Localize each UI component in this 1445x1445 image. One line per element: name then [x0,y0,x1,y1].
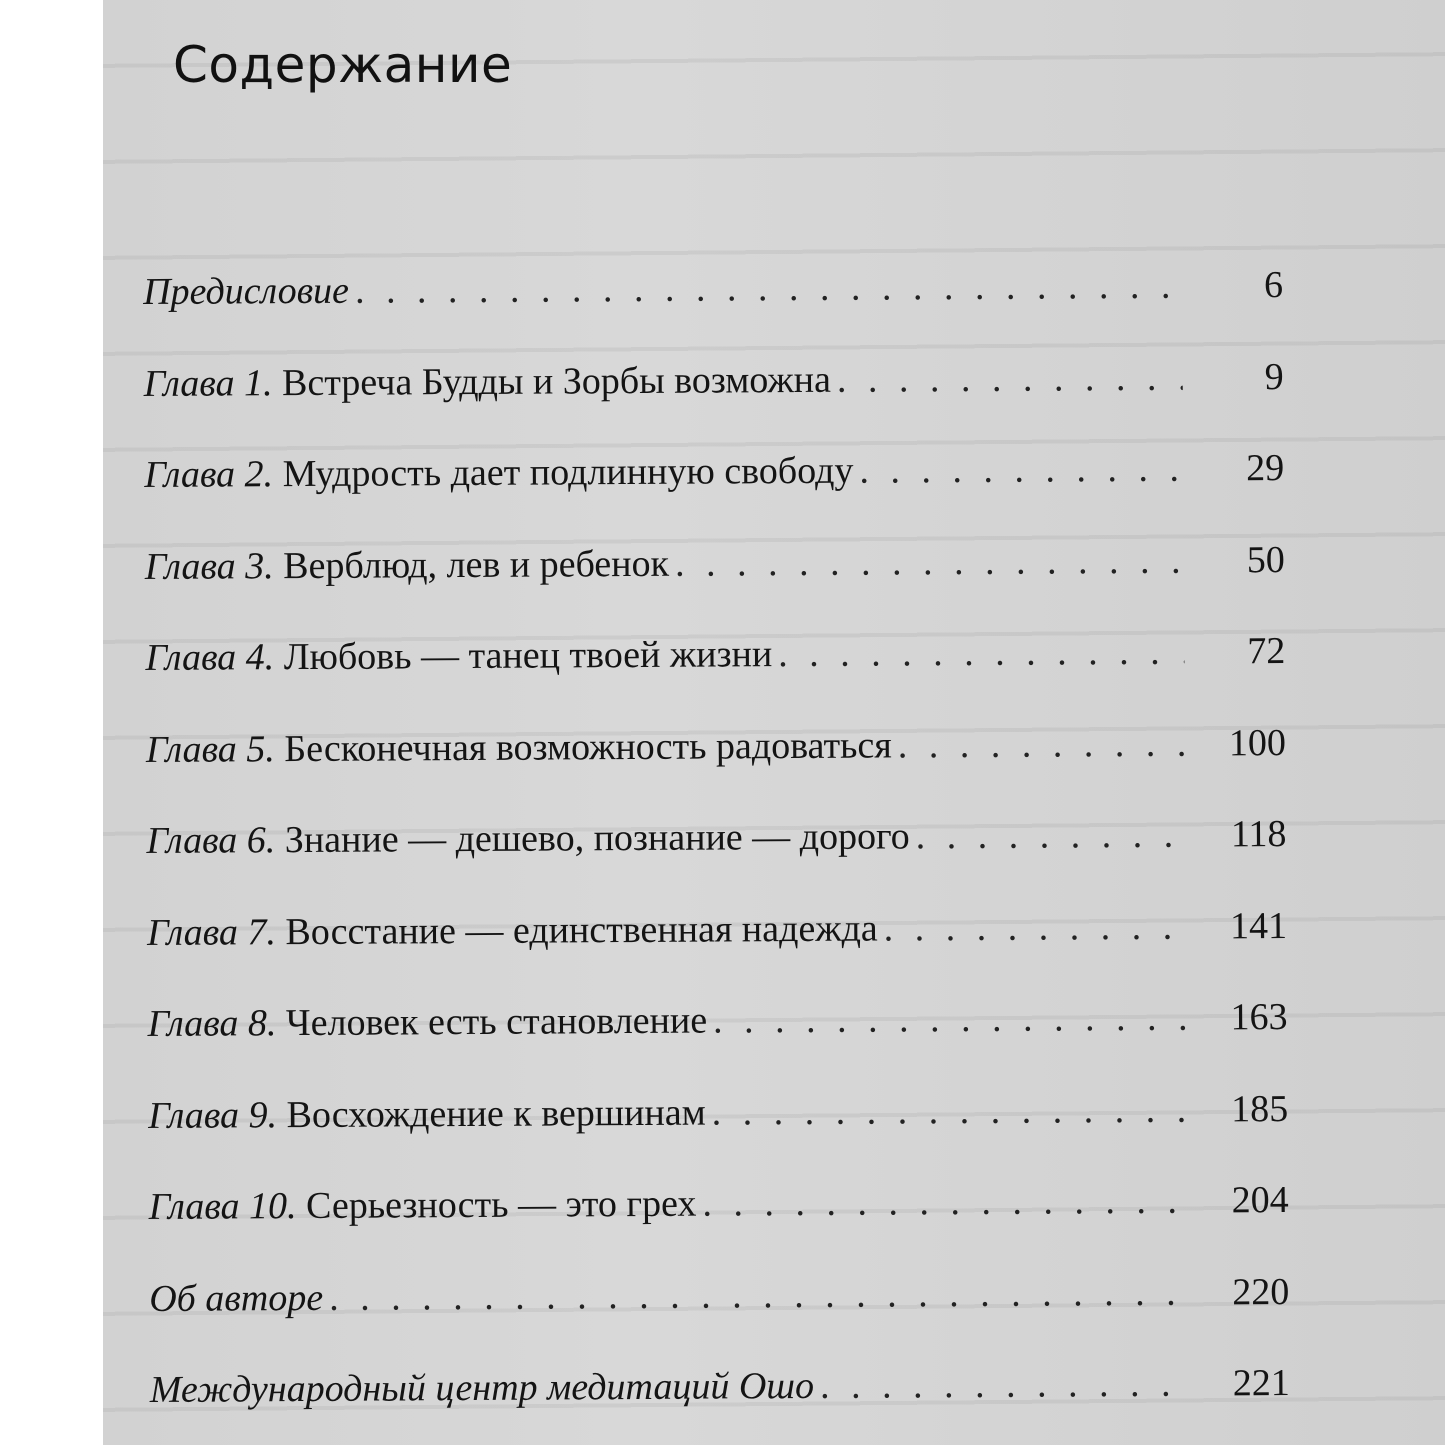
toc-entry-prefix: Глава 7. [146,910,277,954]
toc-entry-page: 100 [1228,721,1287,764]
toc-entry-page: 50 [1246,538,1285,581]
toc-entry-prefix: Глава 1. [143,361,273,405]
toc-leader-dots [778,630,1184,676]
toc-entry-title: Серьезность — это грех [296,1182,697,1228]
toc-entry-page: 163 [1230,996,1288,1039]
toc-entry-title: Любовь — танец твоей жизни [274,633,773,679]
toc-entry-title: Мудрость дает подлинную свободу [272,449,854,496]
toc-entry-prefix: Глава 8. [147,1002,277,1045]
toc-entry-page: 72 [1247,630,1286,673]
toc-leader-dots [713,996,1187,1043]
book-page [103,0,1445,1445]
toc-entry-label [144,449,853,497]
toc-entry-prefix: Глава 10. [148,1185,297,1228]
toc-leader-dots [837,355,1183,401]
toc-entry-title: Восхождение к вершинам [276,1091,706,1136]
toc-entry [147,995,1288,1093]
toc-leader-dots [712,1087,1188,1134]
toc-entry-title: Верблюд, лев и ребенок [273,542,670,587]
toc-leader-dots [329,1270,1188,1319]
toc-leader-dots [916,813,1186,859]
toc-entry [145,538,1286,636]
toc-entry [147,904,1288,1002]
toc-entry [146,721,1287,819]
toc-entry-label [149,1182,697,1229]
toc-entry [150,1361,1291,1445]
toc-entry-page: 29 [1246,447,1285,490]
toc-entry-title: Знание — дешево, познание — дорого [275,815,910,862]
toc-entry [143,263,1284,361]
toc-entry-title: Бесконечная возможность радоваться [274,723,892,770]
toc-entry [149,1270,1290,1368]
toc-leader-dots [884,904,1187,950]
toc-leader-dots [859,447,1183,493]
toc-entry-prefix: Глава 4. [145,636,275,679]
toc-entry-label [147,906,878,954]
page-title: Содержание [173,36,513,94]
toc-leader-dots [820,1362,1189,1408]
toc-entry-page: 185 [1231,1087,1289,1130]
toc-entry-label [146,723,892,772]
toc-entry-page: 221 [1232,1362,1290,1405]
toc-entry-page: 220 [1232,1270,1290,1313]
toc-entry-label [149,1275,323,1320]
toc-entry-page: 9 [1264,355,1284,398]
toc-entry-label [148,1090,706,1137]
toc-entry-label [145,632,772,680]
toc-entry-prefix: Глава 2. [144,453,274,496]
toc-entry-prefix: Предисловие [143,269,350,313]
toc-entry-page: 6 [1263,264,1284,307]
toc-leader-dots [898,721,1185,767]
toc-leader-dots [702,1179,1188,1226]
table-of-contents [143,263,1290,1445]
toc-entry-title: Человек есть становление [276,999,708,1045]
toc-entry-label [147,999,707,1046]
toc-entry-prefix: Об авторе [149,1276,324,1320]
toc-leader-dots [675,538,1184,585]
toc-entry [149,1178,1290,1276]
toc-entry-prefix: Глава 6. [146,819,276,862]
toc-entry-page: 118 [1230,813,1287,856]
toc-entry-page: 141 [1229,904,1288,947]
toc-entry-title: Восстание — единственная надежда [275,907,878,953]
toc-entry [146,812,1287,910]
toc-leader-dots [355,264,1182,313]
toc-entry-label [144,357,831,405]
toc-entry-label [143,269,349,314]
toc-entry-prefix: Глава 3. [144,544,274,588]
toc-entry [144,355,1285,453]
toc-entry-label [146,814,909,863]
toc-entry-prefix: Глава 5. [145,727,275,771]
toc-entry-label [145,541,669,588]
toc-entry [145,629,1286,727]
toc-entry-prefix: Международный центр медитаций Ошо [149,1364,815,1411]
toc-entry-label [150,1364,814,1412]
toc-entry [148,1087,1289,1185]
toc-entry-title: Встреча Будды и Зорбы возможна [272,358,831,404]
toc-entry-page: 204 [1231,1179,1289,1222]
toc-entry [144,446,1285,544]
toc-entry-prefix: Глава 9. [148,1093,278,1137]
